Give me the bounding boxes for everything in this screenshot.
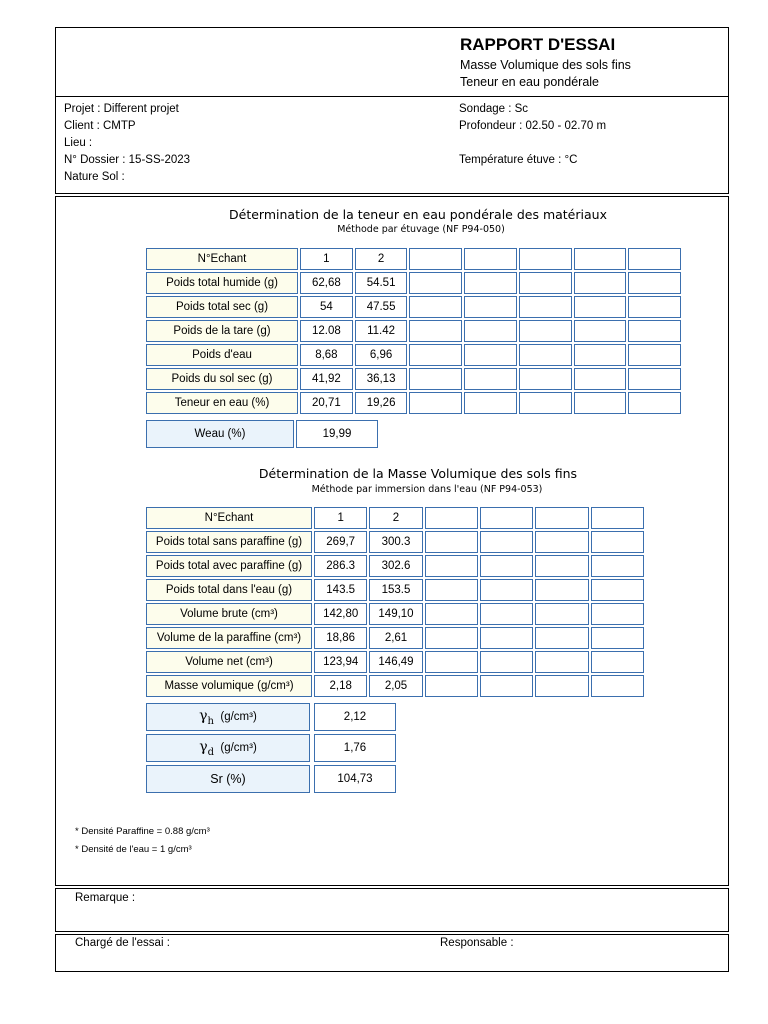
empty-cell — [464, 272, 517, 294]
row-value: 1 — [314, 507, 367, 529]
empty-cell — [574, 344, 627, 366]
empty-cell — [519, 392, 572, 414]
row-value: 286.3 — [314, 555, 367, 577]
section2-title: Détermination de la Masse Volumique des sols fins — [258, 466, 578, 481]
row-value: 54.51 — [355, 272, 408, 294]
table-row — [146, 579, 644, 601]
empty-cell — [409, 344, 462, 366]
empty-cell — [591, 651, 644, 673]
gamma-h-symbol: $\gamma_h$ — [199, 707, 214, 727]
row-label: Poids d'eau — [146, 344, 298, 366]
report-title: RAPPORT D'ESSAI — [460, 35, 616, 54]
empty-cell — [519, 248, 572, 270]
row-value: 19,26 — [355, 392, 408, 414]
section1-subtitle: Méthode par étuvage (NF P94-050) — [337, 224, 505, 235]
charge-essai-label: Chargé de l'essai : — [75, 937, 170, 949]
empty-cell — [519, 296, 572, 318]
empty-cell — [409, 296, 462, 318]
row-value: 153.5 — [369, 579, 422, 601]
empty-cell — [480, 675, 533, 697]
row-label: Poids total humide (g) — [146, 272, 298, 294]
note-water-density: * Densité de l'eau = 1 g/cm³ — [75, 844, 192, 855]
empty-cell — [480, 555, 533, 577]
empty-cell — [535, 627, 588, 649]
empty-cell — [425, 603, 478, 625]
row-value: 62,68 — [300, 272, 353, 294]
empty-cell — [425, 675, 478, 697]
empty-cell — [409, 320, 462, 342]
table-row — [146, 531, 644, 553]
empty-cell — [628, 320, 681, 342]
empty-cell — [628, 248, 681, 270]
row-value: 123,94 — [314, 651, 367, 673]
empty-cell — [480, 627, 533, 649]
row-value: 2 — [355, 248, 408, 270]
table-row — [146, 651, 644, 673]
density-table — [144, 505, 646, 699]
table-row — [146, 627, 644, 649]
empty-cell — [535, 579, 588, 601]
row-value: 269,7 — [314, 531, 367, 553]
sr-label: Sr (%) — [146, 765, 310, 793]
report-subtitle-2: Teneur en eau pondérale — [460, 75, 600, 89]
empty-cell — [480, 651, 533, 673]
info-sondage: Sondage : Sc — [459, 103, 529, 115]
gamma-d-label — [146, 734, 310, 762]
empty-cell — [628, 368, 681, 390]
table-row — [146, 320, 681, 342]
empty-cell — [464, 248, 517, 270]
empty-cell — [409, 272, 462, 294]
row-value: 6,96 — [355, 344, 408, 366]
empty-cell — [574, 368, 627, 390]
row-label: Masse volumique (g/cm³) — [146, 675, 312, 697]
empty-cell — [519, 368, 572, 390]
row-label: Poids du sol sec (g) — [146, 368, 298, 390]
info-client: Client : CMTP — [64, 120, 136, 132]
gamma-h-unit: (g/cm³) — [220, 711, 257, 723]
empty-cell — [591, 627, 644, 649]
moisture-table — [144, 246, 683, 416]
empty-cell — [425, 531, 478, 553]
row-label: Poids total sec (g) — [146, 296, 298, 318]
row-value: 300.3 — [369, 531, 422, 553]
empty-cell — [535, 555, 588, 577]
info-temperature: Température étuve : °C — [459, 154, 578, 166]
row-label: Teneur en eau (%) — [146, 392, 298, 414]
info-projet: Projet : Different projet — [64, 103, 179, 115]
weau-value: 19,99 — [296, 420, 378, 448]
row-value: 8,68 — [300, 344, 353, 366]
info-profondeur: Profondeur : 02.50 - 02.70 m — [459, 120, 607, 132]
row-label: Poids de la tare (g) — [146, 320, 298, 342]
row-label: Volume brute (cm³) — [146, 603, 312, 625]
row-value: 41,92 — [300, 368, 353, 390]
table-row — [146, 248, 681, 270]
empty-cell — [574, 272, 627, 294]
row-value: 2 — [369, 507, 422, 529]
empty-cell — [535, 507, 588, 529]
empty-cell — [535, 603, 588, 625]
empty-cell — [409, 248, 462, 270]
table-row — [146, 344, 681, 366]
empty-cell — [591, 603, 644, 625]
empty-cell — [409, 368, 462, 390]
table-row — [146, 296, 681, 318]
row-value: 20,71 — [300, 392, 353, 414]
row-value: 2,18 — [314, 675, 367, 697]
empty-cell — [425, 507, 478, 529]
section2-subtitle: Méthode par immersion dans l'eau (NF P94-053) — [311, 484, 543, 495]
empty-cell — [480, 531, 533, 553]
row-value: 18,86 — [314, 627, 367, 649]
info-nature-sol: Nature Sol : — [64, 171, 125, 183]
row-value: 12.08 — [300, 320, 353, 342]
empty-cell — [464, 320, 517, 342]
weau-label: Weau (%) — [146, 420, 294, 448]
row-value: 36,13 — [355, 368, 408, 390]
gamma-h-label — [146, 703, 310, 731]
row-value: 2,61 — [369, 627, 422, 649]
gamma-h-value: 2,12 — [314, 703, 396, 731]
empty-cell — [464, 368, 517, 390]
empty-cell — [535, 675, 588, 697]
remarque-frame — [55, 888, 729, 932]
row-value: 149,10 — [369, 603, 422, 625]
table-row — [146, 675, 644, 697]
table-row — [146, 392, 681, 414]
gamma-d-value: 1,76 — [314, 734, 396, 762]
empty-cell — [464, 344, 517, 366]
row-value: 146,49 — [369, 651, 422, 673]
empty-cell — [574, 392, 627, 414]
empty-cell — [628, 272, 681, 294]
empty-cell — [628, 344, 681, 366]
row-label: Poids total sans paraffine (g) — [146, 531, 312, 553]
info-right — [459, 101, 606, 169]
empty-cell — [409, 392, 462, 414]
row-label: N°Echant — [146, 507, 312, 529]
empty-cell — [591, 531, 644, 553]
row-value: 2,05 — [369, 675, 422, 697]
empty-cell — [425, 555, 478, 577]
empty-cell — [591, 675, 644, 697]
info-lieu: Lieu : — [64, 137, 93, 149]
empty-cell — [591, 579, 644, 601]
row-label: Poids total dans l'eau (g) — [146, 579, 312, 601]
section1-title: Détermination de la teneur en eau pondérale des matériaux — [229, 207, 607, 222]
row-value: 1 — [300, 248, 353, 270]
empty-cell — [425, 579, 478, 601]
gamma-d-symbol: $\gamma_d$ — [199, 738, 214, 758]
empty-cell — [464, 296, 517, 318]
empty-cell — [519, 344, 572, 366]
table-row — [146, 272, 681, 294]
empty-cell — [519, 320, 572, 342]
empty-cell — [480, 507, 533, 529]
header-divider — [55, 96, 729, 97]
empty-cell — [628, 296, 681, 318]
row-label: N°Echant — [146, 248, 298, 270]
empty-cell — [535, 651, 588, 673]
row-label: Volume net (cm³) — [146, 651, 312, 673]
empty-cell — [480, 603, 533, 625]
row-label: Poids total avec paraffine (g) — [146, 555, 312, 577]
note-paraffine-density: * Densité Paraffine = 0.88 g/cm³ — [75, 826, 210, 837]
empty-cell — [519, 272, 572, 294]
empty-cell — [574, 296, 627, 318]
info-left — [64, 101, 190, 186]
row-value: 47.55 — [355, 296, 408, 318]
empty-cell — [535, 531, 588, 553]
row-value: 11.42 — [355, 320, 408, 342]
empty-cell — [464, 392, 517, 414]
empty-cell — [480, 579, 533, 601]
row-value: 142,80 — [314, 603, 367, 625]
row-value: 143.5 — [314, 579, 367, 601]
report-subtitle-1: Masse Volumique des sols fins — [460, 58, 631, 72]
row-label: Volume de la paraffine (cm³) — [146, 627, 312, 649]
sr-value: 104,73 — [314, 765, 396, 793]
remarque-label: Remarque : — [75, 892, 136, 904]
table-row — [146, 603, 644, 625]
empty-cell — [574, 248, 627, 270]
empty-cell — [591, 507, 644, 529]
empty-cell — [425, 627, 478, 649]
empty-cell — [591, 555, 644, 577]
row-value: 302.6 — [369, 555, 422, 577]
row-value: 54 — [300, 296, 353, 318]
table-row — [146, 555, 644, 577]
info-dossier: N° Dossier : 15-SS-2023 — [64, 154, 191, 166]
empty-cell — [425, 651, 478, 673]
table-row — [146, 507, 644, 529]
gamma-d-unit: (g/cm³) — [220, 742, 257, 754]
responsable-label: Responsable : — [440, 937, 514, 949]
empty-cell — [574, 320, 627, 342]
table-row — [146, 368, 681, 390]
empty-cell — [628, 392, 681, 414]
